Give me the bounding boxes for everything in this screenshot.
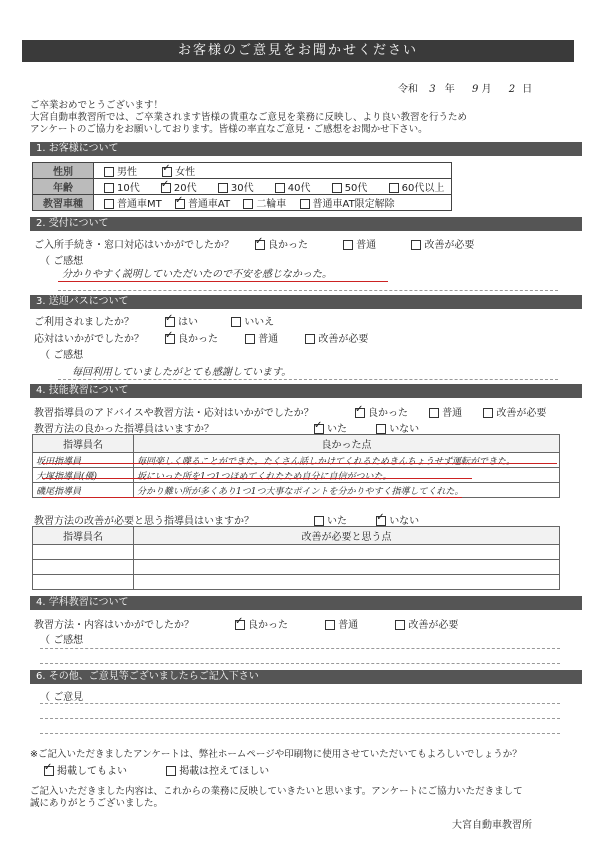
opinion-label-text: ご意見 [53,692,84,703]
intro-line-1: ご卒業おめでとうございます！ [30,100,164,111]
instructor-options [355,404,546,419]
row-vehicle [33,195,452,211]
checkbox-male[interactable] [104,167,114,177]
intro-text [30,100,590,136]
option-bad-present: いた [327,516,347,527]
intro-line-3: アンケートのご協力をお願いしております。皆様の率直なご意見・ご感想をお聞かせ下さい。 [30,124,428,135]
opinion-line-2[interactable] [40,718,560,719]
survey-title: お客様のご意見をお聞かせください [22,40,574,62]
vehicle-label: 教習車種 [33,195,94,211]
underline-reception [58,281,388,282]
table-row [33,560,560,575]
option-motorcycle: 二輪車 [256,199,287,210]
improve-point-cell[interactable] [134,575,560,590]
checkbox-at-release[interactable] [300,199,310,209]
checkbox-bad-absent[interactable] [376,516,386,526]
checkbox-age-60plus[interactable] [389,183,399,193]
checkbox-academic-good[interactable] [235,620,245,630]
improve-point-cell[interactable] [134,545,560,560]
table-row [33,483,560,498]
checkbox-bus-normal[interactable] [245,334,255,344]
intro-line-2: 大宮自動車教習所では、ご卒業されます皆様の貴重なご意見を業務に反映し、より良い教習を行うため [30,112,468,123]
option-bus-no: いいえ [244,317,275,328]
checkbox-good-absent[interactable] [376,424,386,434]
option-consent-yes: 掲載してもよい [57,766,127,777]
checkbox-reception-normal[interactable] [343,240,353,250]
option-female: 女性 [175,167,196,178]
checkbox-age-30s[interactable] [218,183,228,193]
option-mt: 普通車MT [117,199,162,210]
reception-comment[interactable]: 分かりやすく説明していただいたので不安を感じなかった。 [62,269,332,280]
customer-table [32,162,452,211]
good-instructor-question: 教習方法の良かった指導員はいますか？ [34,424,214,435]
consent-options [44,762,269,777]
date-era: 令和 [398,84,418,95]
checkbox-academic-normal[interactable] [325,620,335,630]
improve-name-cell[interactable] [33,560,134,575]
option-age-30s: 30代 [230,183,254,194]
option-age-40s: 40代 [287,183,311,194]
option-instructor-good: 良かった [368,408,408,419]
checkbox-bus-yes[interactable] [165,317,175,327]
instructor-question: 教習指導員のアドバイスや教習方法・応対はいかがでしたか？ [34,408,314,419]
date-year: 3 [429,84,436,95]
reception-comment-label: （ ご感想 [40,256,84,267]
underline-instructor-3 [42,497,462,498]
section-3-heading: 3. 送迎バスについて [30,295,582,309]
checkbox-bad-present[interactable] [314,516,324,526]
option-bad-absent: いない [389,516,420,527]
option-reception-good: 良かった [268,240,308,251]
option-bus-good: 良かった [178,334,218,345]
closing-text [30,786,523,810]
checkbox-bus-no[interactable] [231,317,241,327]
academic-comment-label-text: ご感想 [53,635,84,646]
closing-line-2: 誠にありがとうございました。 [30,798,164,809]
bus-comment-label-text: ご感想 [53,350,84,361]
checkbox-age-10s[interactable] [104,183,114,193]
checkbox-instructor-good[interactable] [355,408,365,418]
improve-col-name: 指導員名 [33,527,134,545]
bad-instructor-question: 教習方法の改善が必要と思う指導員はいますか？ [34,516,254,527]
instructor-name-2[interactable]: 大塚指導員(優) [33,468,134,483]
age-label: 年齢 [33,179,94,195]
academic-line-1[interactable] [40,648,560,649]
closing-line-1: ご記入いただきました内容は、これからの業務に反映していきたいと思います。アンケートにご協力いただきまして [30,786,523,797]
reception-question: ご入所手続き・窓口対応はいかがでしたか？ [34,240,234,251]
option-academic-good: 良かった [248,620,288,631]
section-6-heading: 6. その他、ご意見等ございましたらご記入下さい [30,670,582,684]
date-month-unit: 月 [481,84,492,95]
academic-question: 教習方法・内容はいかがでしたか？ [34,620,194,631]
opinion-label: （ ご意見 [40,692,84,703]
checkbox-consent-no[interactable] [166,766,176,776]
underline-instructor-2 [42,478,472,479]
option-reception-improve: 改善が必要 [424,240,475,251]
section-4-heading: 4. 技能教習について [30,384,582,398]
instructor-name-3[interactable]: 磯尾指導員 [33,483,134,498]
option-at: 普通車AT [187,199,231,210]
reception-comment-label-text: ご感想 [53,256,84,267]
option-bus-yes: はい [178,317,198,328]
bus-use-options [165,313,274,328]
improve-instructor-table [32,526,560,590]
checkbox-bus-good[interactable] [165,334,175,344]
bus-response-options [165,330,368,345]
date-line [398,80,532,95]
checkbox-female[interactable] [162,167,172,177]
checkbox-age-50s[interactable] [332,183,342,193]
good-instructor-options [314,420,419,435]
underline-instructor-1 [42,463,557,464]
company-name: 大宮自動車教習所 [452,820,532,831]
bus-comment[interactable]: 毎回利用していましたがとても感謝しています。 [72,367,292,378]
academic-line-2[interactable] [40,663,560,664]
section-2-heading: 2. 受付について [30,217,582,231]
option-male: 男性 [117,167,137,178]
instructor-point-3[interactable]: 分かり難い所が多くあり1つ1つ大事なポイントを分かりやすく指導してくれた。 [134,483,560,498]
option-bus-improve: 改善が必要 [318,334,369,345]
checkbox-academic-improve[interactable] [395,620,405,630]
improve-col-points: 改善が必要と思う点 [134,527,560,545]
reception-options [255,236,474,251]
checkbox-consent-yes[interactable] [44,766,54,776]
good-col-name: 指導員名 [33,435,134,453]
option-good-present: いた [327,424,347,435]
date-day-unit: 日 [522,84,533,95]
section-5-heading: 4. 学科教習について [30,596,582,610]
good-instructor-table [32,434,560,498]
checkbox-bus-improve[interactable] [305,334,315,344]
divider-reception [58,290,558,291]
good-table-header [33,435,560,453]
option-instructor-improve: 改善が必要 [496,408,547,419]
checkbox-instructor-normal[interactable] [429,408,439,418]
academic-options [235,616,458,631]
bus-use-question: ご利用されましたか？ [34,317,134,328]
gender-label: 性別 [33,163,94,179]
option-reception-normal: 普通 [356,240,377,251]
option-age-50s: 50代 [344,183,368,194]
instructor-point-1[interactable]: 毎回楽しく喋ることができた。たくさん話しかけてくれるためきんちょうせず運転ができた。 [134,453,560,468]
checkbox-instructor-improve[interactable] [483,408,493,418]
option-at-release: 普通車AT限定解除 [312,199,395,210]
bad-instructor-options [314,512,419,527]
opinion-line-1[interactable] [40,703,560,704]
date-month: 9 [471,84,479,95]
table-row [33,575,560,590]
row-age [33,179,452,195]
good-col-points: 良かった点 [134,435,560,453]
checkbox-at[interactable] [175,199,185,209]
checkbox-motorcycle[interactable] [243,199,253,209]
option-instructor-normal: 普通 [442,408,463,419]
option-consent-no: 掲載は控えてほしい [179,766,270,777]
improve-name-cell[interactable] [33,575,134,590]
table-row [33,545,560,560]
checkbox-reception-good[interactable] [255,240,265,250]
checkbox-age-40s[interactable] [275,183,285,193]
improve-name-cell[interactable] [33,545,134,560]
option-age-60plus: 60代以上 [401,183,445,194]
checkbox-good-present[interactable] [314,424,324,434]
section-1-heading: 1. お客様について [30,142,582,156]
table-row [33,453,560,468]
academic-comment-label: （ ご感想 [40,635,84,646]
date-year-unit: 年 [444,84,455,95]
option-academic-normal: 普通 [338,620,359,631]
checkbox-reception-improve[interactable] [411,240,421,250]
option-bus-normal: 普通 [258,334,279,345]
instructor-point-2[interactable]: 坂にいった所を1つ1つほめてくれたため自分に自信がついた。 [134,468,560,483]
table-row [33,468,560,483]
option-good-absent: いない [389,424,420,435]
option-age-10s: 10代 [117,183,140,194]
row-gender [33,163,452,179]
checkbox-mt[interactable] [104,199,114,209]
bus-response-question: 応対はいかがでしたか？ [34,334,144,345]
date-day: 2 [508,84,516,95]
consent-question: ※ご記入いただきましたアンケートは、弊社ホームページや印刷物に使用させていただいてもよろしいでしょうか？ [30,749,522,760]
bus-comment-label: （ ご感想 [40,350,84,361]
improve-table-header [33,527,560,545]
checkbox-age-20s[interactable] [161,183,171,193]
option-age-20s: 20代 [173,183,197,194]
opinion-line-3[interactable] [40,733,560,734]
instructor-name-1[interactable]: 坂田指導員 [33,453,134,468]
option-academic-improve: 改善が必要 [408,620,459,631]
improve-point-cell[interactable] [134,560,560,575]
divider-bus [58,379,558,380]
